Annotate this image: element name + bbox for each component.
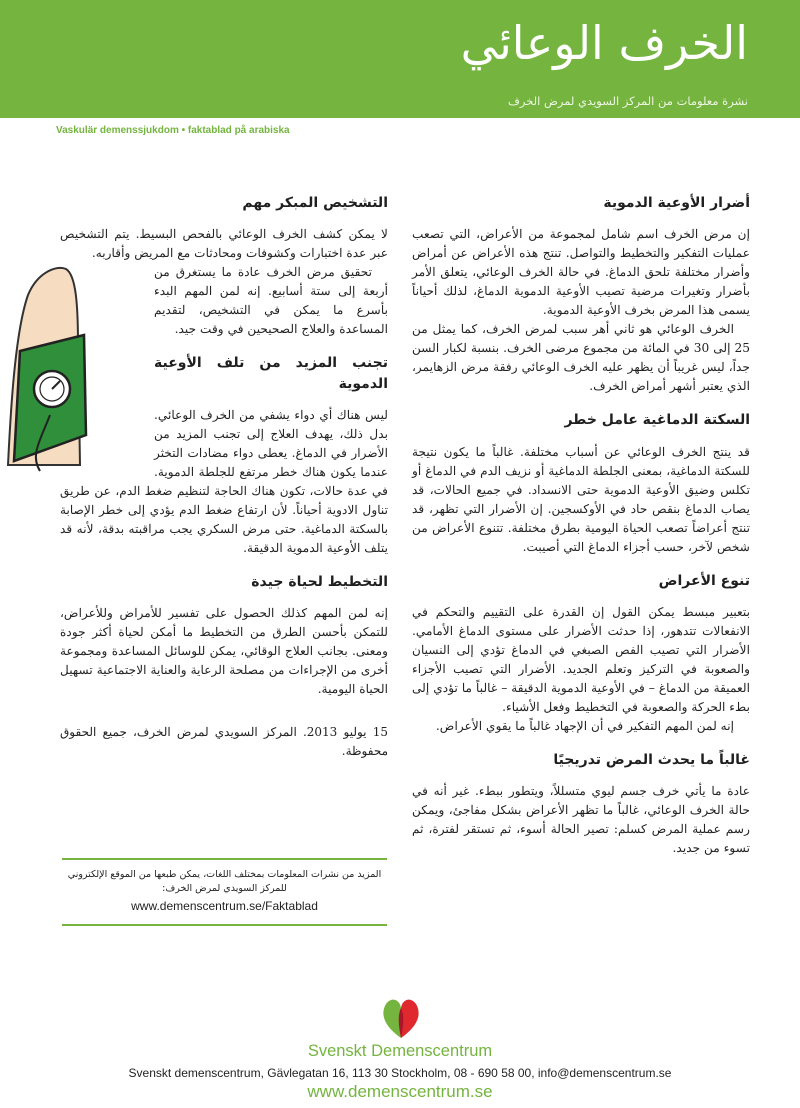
section-gradual-onset: [412, 750, 750, 858]
page-title: الخرف الوعائي: [460, 16, 748, 70]
paragraph: الخرف الوعائي هو ثاني أهر سبب لمرض الخرف، كما يمثل من 25 إلى 30 في المائة من مجموع مرضى الخرف. بنسبة لكبار السن جداً، ليس غريباً أن يظهر عليه الخرف الوعائي رفقة مرض الزهايمر، الذي يعتبر أشهر أمراض الخرف.: [412, 322, 750, 394]
left-column: [60, 193, 388, 761]
section-heading: تجنب المزيد من تلف الأوعية الدموية: [154, 355, 388, 392]
paragraph: إن مرض الخرف اسم شامل لمجموعة من الأعراض، التي تصعب عمليات التفكير والتخطيط والتواصل. تنتج هذه الأعراض عن أمراض وأضرار مختلفة تلحق الدماغ. في حالة الخرف الوعائي، يتعلق الأمر بأضرار وتغيرات مرضية تصيب الأوعية الدموية الدماغ، لذلك أحياناً يسمى هذا المرض بخرف الأوعية الدموية.: [412, 227, 750, 318]
paragraph: ليس هناك أي دواء يشفي من الخرف الوعائي. بدل ذلك، يهدف العلاج إلى تجنب المزيد من الأضرار في الدماغ. يعطى دواء مضادات التخثر عندما يكون هناك خطر مرتفع للجلطة الدموية. في عدة حالات، تكون هناك الحاجة لتنظيم ضغط الدم، عن طريق تناول الادوية أحياناً. لأن ارتفاع ضغط الدم يؤدي إلى خطر الإصابة بالسكتة الدماغية. حتى مرض السكري يجب مراقبته بدقة، لأنه قد يتلف الأوعية الدموية الدقيقة.: [60, 407, 388, 555]
section-heading: التخطيط لحياة جيدة: [251, 573, 388, 590]
section-vascular-damage: [412, 193, 750, 396]
website-link[interactable]: www.demenscentrum.se: [307, 1082, 493, 1101]
paragraph: بتعبير مبسط يمكن القول إن القدرة على التقييم والتحكم في الانفعالات تتدهور، إذا حدثت الأضرار على مستوى الدماغ الأمامي. الأضرار التي تصيب الفص الصبغي في الدماغ تؤدي إلى النسيان والصعوبة في التركيز وتعلم الجديد. الأضرار التي تصيب الأجزاء العميقة من الدماغ – في الأوعية الدموية الدقيقة – غالباً ما تؤدي إلى بطء الحركة والصعوبة في التخطيط وفعل الأشياء.: [412, 604, 750, 714]
swedish-subheading: Vaskulär demenssjukdom • faktablad på arabiska: [56, 125, 290, 136]
factsheet-link[interactable]: www.demenscentrum.se/Faktablad: [131, 899, 318, 913]
section-heading: السكتة الدماغية عامل خطر: [564, 412, 750, 429]
section-heading: أضرار الأوعية الدموية: [603, 195, 750, 211]
blood-pressure-illustration: [0, 265, 148, 475]
right-column: [412, 193, 750, 872]
heart-logo-icon: [380, 994, 422, 1044]
organization-name: Svenskt Demenscentrum: [307, 1042, 493, 1060]
paragraph: تحقيق مرض الخرف عادة ما يستغرق من أربعة إلى ستة أسابيع. إنه لمن المهم البدء بأسرع ما يمكن في التشخيص، لتقديم المساعدة والعلاج الصحيحين في وقت جيد.: [154, 265, 388, 337]
more-info-text: المزيد من نشرات المعلومات بمختلف اللغات، يمكن طبعها من الموقع الإلكتروني للمركز السويدي لمرض الخرف:: [67, 869, 382, 894]
section-planning: [60, 572, 388, 699]
section-heading: التشخيص المبكر مهم: [242, 195, 388, 211]
section-symptom-variety: [412, 571, 750, 736]
paragraph: قد ينتج الخرف الوعائي عن أسباب مختلفة. غالباً ما يكون نتيجة للسكتة الدماغية، بمعنى الجلطة الدماغية أو نزيف الدم في الدماغ أو تكلس وضيق الأوعية الدموية حتى الانسداد. في جميع الحالات، قد يصاب الدماغ بنقص حاد في الأوكسجين. إن الأضرار التي تظهر، قد تنتج أعراضاً تصعب الحياة اليومية بطرق مختلفة. تتنوع الأعراض من شخص لآخر، حسب أجزاء الدماغ التي أصيبت.: [412, 444, 750, 554]
paragraph: إنه لمن المهم كذلك الحصول على تفسير للأمراض وللأعراض، للتمكن بأحسن الطرق من التخطيط ما أمكن لحياة أكثر جودة ومعنى. بجانب العلاج الوقائي، يمكن للوسائل المساعدة ومجموعة أخرى من الإجراءات من مصلحة الرعاية والعناية الاجتماعية تسهيل الحياة اليومية.: [60, 606, 388, 697]
paragraph: لا يمكن كشف الخرف الوعائي بالفحص البسيط. يتم التشخيص عبر عدة اختبارات وكشوفات ومحادثات مع المريض وأقاربه.: [60, 227, 388, 261]
section-heading: غالباً ما يحدث المرض تدريجيًا: [553, 751, 750, 768]
more-info-box: [62, 858, 387, 926]
paragraph: عادة ما يأتي خرف جسم ليوي متسللاً، ويتطور ببطء. غير أنه في حالة الخرف الوعائي، غالباً ما تظهر الأعراض بشكل مفاجئ، ويمكن رسم عملية المرض كسلم: تصير الحالة أسوء، ثم تستقر لفترة، ثم تسوء من جديد.: [412, 784, 750, 856]
section-early-diagnosis: [60, 193, 388, 339]
date-copyright: 15 يوليو 2013. المركز السويدي لمرض الخرف، جميع الحقوق محفوظة.: [60, 725, 388, 759]
paragraph: إنه لمن المهم التفكير في أن الإجهاد غالباً ما يقوي الأعراض.: [435, 718, 734, 733]
header-banner: [0, 0, 800, 118]
section-stroke-risk: [412, 410, 750, 556]
contact-address: Svenskt demenscentrum, Gävlegatan 16, 113 30 Stockholm, 08 - 690 58 00, info@demenscentrum.se: [128, 1066, 672, 1080]
section-heading: تنوع الأعراض: [658, 572, 750, 589]
page-subtitle: نشرة معلومات من المركز السويدي لمرض الخرف: [507, 94, 748, 108]
